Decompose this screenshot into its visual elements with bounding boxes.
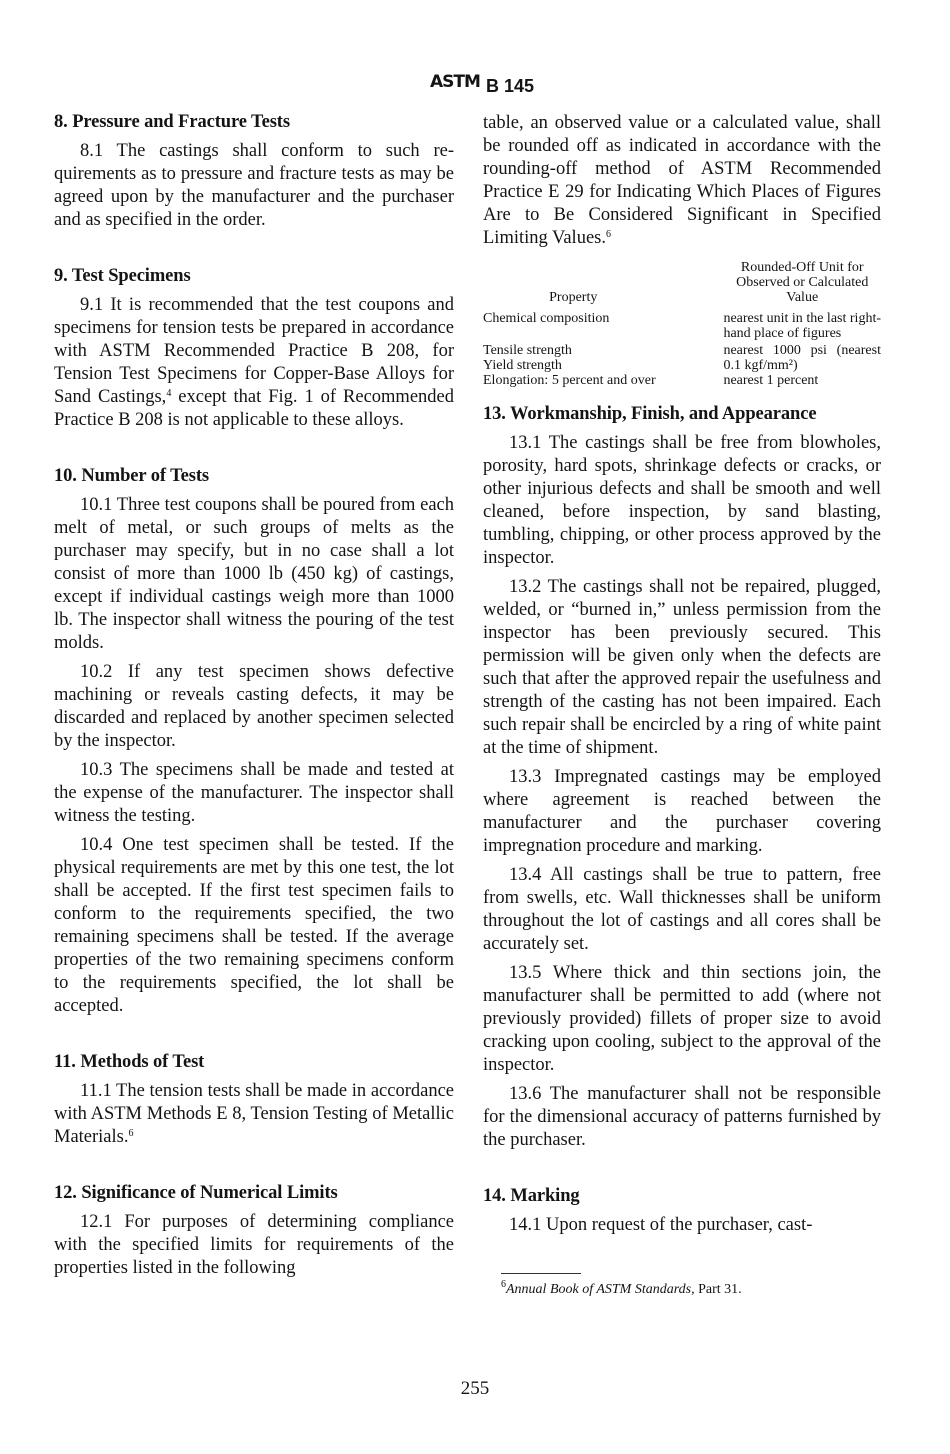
section-heading-9: 9. Test Specimens — [54, 266, 191, 286]
table-cell-property — [483, 341, 723, 373]
rounding-table — [483, 260, 881, 388]
property-yield: Yield strength — [483, 358, 562, 373]
property-tensile: Tensile strength — [483, 343, 572, 358]
column-header-rounded-unit: Rounded-Off Unit for Observed or Calculated Value — [736, 260, 869, 305]
table-cell-unit: nearest 1000 psi (nearest 0.1 kgf/mm²) — [723, 343, 881, 373]
table-cell-unit: nearest unit in the last right-hand place of figures — [723, 311, 881, 341]
section-heading-10: 10. Number of Tests — [54, 466, 210, 486]
astm-logo: ASTM — [430, 72, 480, 92]
paragraph-10-4: 10.4 One test specimen shall be tested. If the physical requirements are met by this one test, the lot shall be accepted. If the first test specimen fails to conform to the requirements specified, the two remaining specimens shall be tested. If the average properties of the two remaining specimens conform to the requirements specified, the lot shall be accepted. — [54, 835, 454, 1016]
paragraph-9-1-text: 9.1 It is recommended that the test coupons and specimens for tension tests be prepared in accordance with ASTM Recommended Practice B 208, for Tension Test Specimens for Copper-Base Alloys for Sand Castings, — [54, 295, 454, 407]
left-column — [54, 112, 454, 1286]
page-number: 255 — [460, 1378, 490, 1399]
section-heading-14: 14. Marking — [483, 1186, 580, 1206]
paragraph-13-4: 13.4 All castings shall be true to pattern, free from swells, etc. Wall thicknesses shall be uniform throughout the lot of castings and all cores shall be accurately set. — [483, 865, 881, 954]
table-cell-property: Elongation: 5 percent and over — [483, 373, 656, 388]
paragraph-10-1: 10.1 Three test coupons shall be poured from each melt of metal, or such groups of melts as the purchaser may specify, but in no case shall a lot consist of more than 1000 lb (450 kg) of castings, except if individual castings weigh more than 1000 lb. The inspector shall witness the pouring of the test molds. — [54, 495, 454, 653]
standard-designation: B 145 — [486, 76, 535, 96]
footnote — [501, 1279, 881, 1298]
paragraph-13-6: 13.6 The manufacturer shall not be responsible for the dimensional accuracy of patterns furnished by the purchaser. — [483, 1084, 881, 1150]
table-row — [483, 311, 881, 341]
footnote-ref: 6 — [606, 229, 611, 240]
footnote-divider — [501, 1273, 581, 1274]
paragraph-13-2: 13.2 The castings shall not be repaired, plugged, welded, or “burned in,” unless permission from the inspector has been previously secured. This permission will be given only when the defects are such that after the approved repair the usefulness and strength of the casting has not been impaired. Each such repair shall be encircled by a ring of white paint at the time of shipment. — [483, 577, 881, 758]
paragraph-11-1-text: 11.1 The tension tests shall be made in accordance with ASTM Methods E 8, Tension Testing of Metallic Materials. — [54, 1081, 454, 1147]
paragraph-9-1-tail: except that Fig. 1 of Recommended Practice B 208 is not applicable to these alloys. — [54, 387, 454, 430]
table-row — [483, 373, 881, 388]
section-heading-11: 11. Methods of Test — [54, 1052, 205, 1072]
section-heading-8: 8. Pressure and Fracture Tests — [54, 112, 290, 132]
paragraph-13-3: 13.3 Impregnated castings may be employed where agreement is reached between the manufacturer and the purchaser covering impregnation procedure and marking. — [483, 767, 881, 856]
table-cell-property: Chemical composition — [483, 311, 610, 326]
table-header-row — [483, 260, 881, 311]
paragraph-13-5: 13.5 Where thick and thin sections join, the manufacturer shall be permitted to add (where not previously provided) fillets of proper size to avoid cracking upon cooling, subject to the approval of the inspector. — [483, 963, 881, 1075]
paragraph-9-1 — [54, 294, 454, 432]
footnote-ref: 4 — [166, 388, 172, 399]
paragraph-10-3: 10.3 The specimens shall be made and tested at the expense of the manufacturer. The inspector shall witness the testing. — [54, 760, 454, 826]
footnote-marker: 6 — [501, 1279, 506, 1290]
section-heading-13: 13. Workmanship, Finish, and Appearance — [483, 404, 817, 424]
page-header — [0, 72, 950, 102]
paragraph-13-1: 13.1 The castings shall be free from blowholes, porosity, hard spots, shrinkage defects or cracks, or other injurious defects and shall be smooth and well cleaned, before inspection, by sand blasting, tumbling, chipping, or other process approved by the inspector. — [483, 433, 881, 568]
paragraph-14-1: 14.1 Upon request of the purchaser, cast- — [509, 1215, 813, 1235]
footnote-title: Annual Book of ASTM Standards, — [506, 1282, 695, 1297]
paragraph-12-1-continued — [483, 112, 881, 250]
paragraph-8-1: 8.1 The castings shall conform to such requirements as to pressure and fracture tests as may be agreed upon by the manufacturer and the purchaser and as specified in the order. — [54, 141, 454, 230]
paragraph-12-1-cont-text: table, an observed value or a calculated value, shall be rounded off as indicated in accordance with the rounding-off method of ASTM Recommended Practice E 29 for Indicating Which Places of Figures Are to Be Considered Significant in Specified Limiting Values. — [483, 113, 881, 248]
table-cell-unit: nearest 1 percent — [723, 373, 819, 388]
table-row — [483, 341, 881, 373]
paragraph-11-1 — [54, 1080, 454, 1149]
right-column — [483, 112, 881, 1298]
paragraph-10-2: 10.2 If any test specimen shows defective machining or reveals casting defects, it may be discarded and replaced by another specimen selected by the inspector. — [54, 662, 454, 751]
footnote-rest: Part 31. — [694, 1282, 742, 1297]
paragraph-12-1: 12.1 For purposes of determining compliance with the specified limits for requirements of the properties listed in the following — [54, 1212, 454, 1278]
footnote-ref: 6 — [128, 1128, 134, 1139]
column-header-property: Property — [549, 290, 598, 305]
section-heading-12: 12. Significance of Numerical Limits — [54, 1183, 338, 1203]
